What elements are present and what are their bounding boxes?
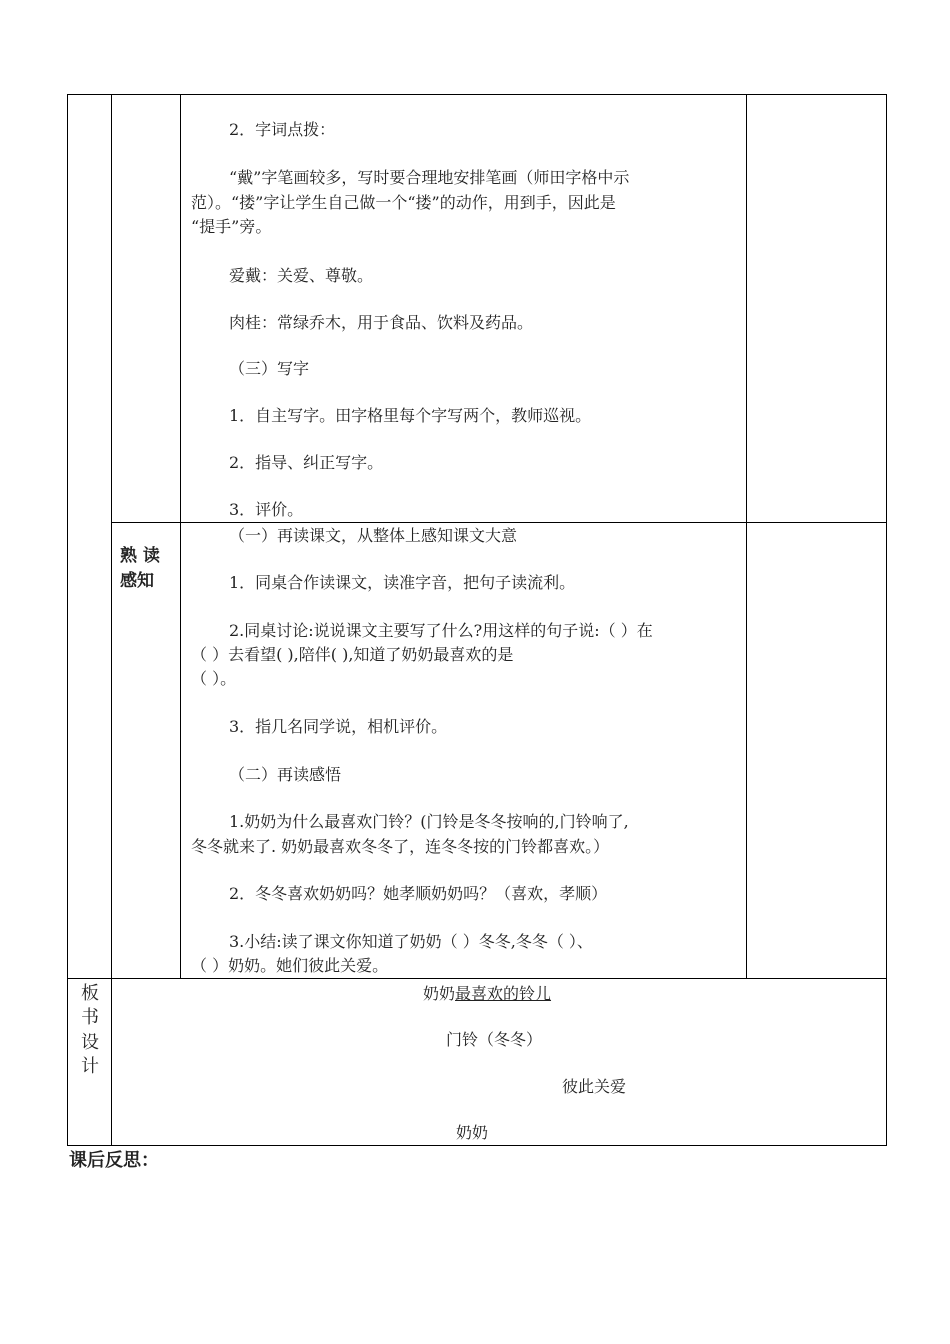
text-line: （ ）。 [191,669,237,688]
text-line: 1.奶奶为什么最喜欢门铃？(门铃是冬冬按响的,门铃响了, [229,812,629,831]
text-line: 冬冬就来了. 奶奶最喜欢冬冬了，连冬冬按的门铃都喜欢。） [191,837,610,856]
text-line: 3．评价。 [229,500,304,519]
col-divider-3 [746,94,747,979]
section-label-line2: 感知 [120,571,154,591]
col-divider-1 [111,94,112,1146]
board-label-char: 设 [81,1032,99,1053]
text-line: （ ）奶奶。她们彼此关爱。 [191,956,389,975]
board-title-prefix: 奶奶 [423,984,456,1003]
text-line: 2．字词点拨： [229,120,336,139]
col-divider-2 [180,94,181,979]
table-border-top [67,94,887,95]
text-line: 2.同桌讨论:说说课文主要写了什么?用这样的句子说:（ ）在 [229,621,653,640]
text-line: 2．指导、纠正写字。 [229,453,384,472]
row-divider-1 [111,522,887,523]
text-line: （三）写字 [229,359,310,378]
board-label-char: 计 [81,1056,99,1077]
board-title [423,984,551,1004]
board-title-underlined: 最喜欢的铃儿 [455,984,552,1003]
text-line: 2．冬冬喜欢奶奶吗？她孝顺奶奶吗？（喜欢，孝顺） [229,884,608,903]
row-divider-2 [67,978,887,979]
board-line-doorbell: 门铃（冬冬） [446,1030,543,1049]
section-label-line1: 熟 读 [120,546,160,566]
text-line: 1．自主写字。田字格里每个字写两个，教师巡视。 [229,406,592,425]
text-line: “提手”旁。 [191,217,272,236]
text-line: 肉桂：常绿乔木，用于食品、饮料及药品。 [229,313,534,332]
table-border-right [886,94,887,1146]
board-label-char: 板 [81,983,99,1004]
text-line: （一）再读课文，从整体上感知课文大意 [229,526,518,545]
text-line: 爱戴：关爱、尊敬。 [229,266,374,285]
board-line-mutual-love: 彼此关爱 [562,1077,627,1096]
table-border-bottom [67,1145,887,1146]
board-line-grandma: 奶奶 [456,1123,489,1142]
text-line: （ ）去看望( ),陪伴( ),知道了奶奶最喜欢的是 [191,645,514,664]
text-line: 3．指几名同学说，相机评价。 [229,717,448,736]
table-border-left [67,94,68,1146]
text-line: 范）。“搂”字让学生自己做一个“搂”的动作，用到手，因此是 [191,193,616,212]
board-label-char: 书 [81,1007,99,1028]
reflection-label: 课后反思： [69,1150,159,1171]
text-line: （二）再读感悟 [229,765,342,784]
text-line: 3.小结:读了课文你知道了奶奶（ ）冬冬,冬冬（ ）、 [229,932,593,951]
text-line: 1．同桌合作读课文，读准字音，把句子读流利。 [229,573,576,592]
text-line: “戴”字笔画较多，写时要合理地安排笔画（师田字格中示 [229,168,630,187]
